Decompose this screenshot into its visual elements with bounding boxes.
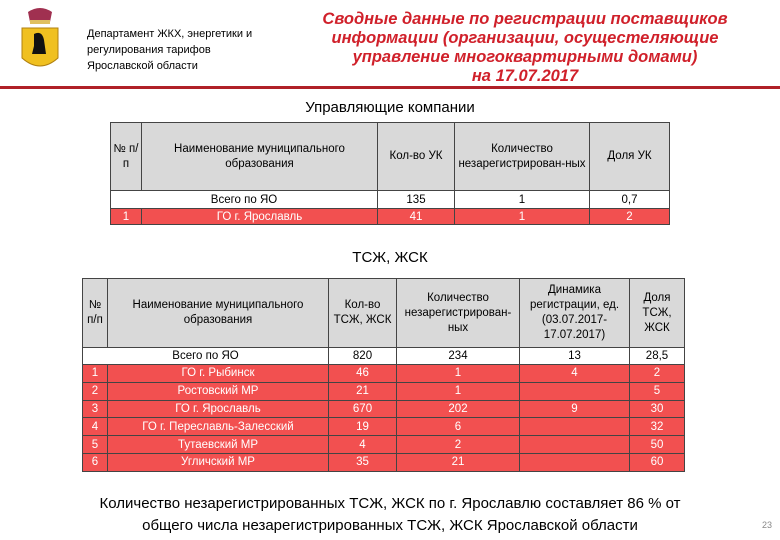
table-row [83, 436, 685, 454]
footer-line: общего числа незарегистрированных ТСЖ, ЖСК Ярославской области [142, 517, 638, 534]
col-header: Количество незарегистрирован-ных [397, 279, 520, 348]
cell [520, 453, 630, 471]
col-header: Количество незарегистрирован-ных [455, 123, 590, 191]
footer-note [40, 493, 740, 537]
cell: 3 [83, 400, 108, 418]
cell: 1 [397, 365, 520, 383]
table-row [83, 400, 685, 418]
uk-table [110, 122, 670, 225]
cell: 6 [83, 453, 108, 471]
tsj-heading: ТСЖ, ЖСК [352, 249, 428, 266]
col-header: Кол-во ТСЖ, ЖСК [329, 279, 397, 348]
cell: 1 [455, 191, 590, 209]
cell: 1 [397, 382, 520, 400]
cell: 2 [630, 365, 685, 383]
cell: 21 [397, 453, 520, 471]
cell: 50 [630, 436, 685, 454]
cell: 234 [397, 348, 520, 365]
page-number: 23 [761, 520, 772, 530]
divider [0, 86, 780, 89]
dept-line: регулирования тарифов [87, 44, 211, 56]
cell: Угличский МР [108, 453, 329, 471]
table-row-total [83, 348, 685, 365]
cell: 5 [83, 436, 108, 454]
department-name [87, 26, 277, 74]
col-header: № п/п [111, 123, 142, 191]
page-title [290, 10, 760, 86]
cell: 1 [455, 209, 590, 225]
footer-line: Количество незарегистрированных ТСЖ, ЖСК по г. Ярославлю составляет 86 % от [99, 495, 681, 512]
cell [520, 436, 630, 454]
cell: 19 [329, 418, 397, 436]
title-line: управление многоквартирными домами) [352, 48, 698, 66]
cell: Тутаевский МР [108, 436, 329, 454]
col-header: Кол-во УК [378, 123, 455, 191]
col-header: № п/п [83, 279, 108, 348]
cell: 30 [630, 400, 685, 418]
col-header: Динамика регистрации, ед. (03.07.2017-17.07.2017) [520, 279, 630, 348]
cell: 32 [630, 418, 685, 436]
cell: Всего по ЯО [83, 348, 329, 365]
table-row [111, 209, 670, 225]
cell: 35 [329, 453, 397, 471]
tsj-table [82, 278, 685, 472]
col-header: Наименование муниципального образования [142, 123, 378, 191]
cell: 1 [111, 209, 142, 225]
table-row [83, 453, 685, 471]
cell: Всего по ЯО [111, 191, 378, 209]
col-header: Доля УК [590, 123, 670, 191]
title-line: Сводные данные по регистрации поставщиков [322, 10, 728, 28]
cell: ГО г. Рыбинск [108, 365, 329, 383]
cell: 46 [329, 365, 397, 383]
cell: 6 [397, 418, 520, 436]
dept-line: Ярославской области [87, 60, 198, 72]
cell: 202 [397, 400, 520, 418]
cell: 2 [397, 436, 520, 454]
cell: ГО г. Ярославль [108, 400, 329, 418]
cell: 2 [590, 209, 670, 225]
cell: 41 [378, 209, 455, 225]
cell: Ростовский МР [108, 382, 329, 400]
col-header: Доля ТСЖ, ЖСК [630, 279, 685, 348]
table-row [83, 418, 685, 436]
table-row [83, 382, 685, 400]
cell [520, 418, 630, 436]
uk-heading: Управляющие компании [305, 99, 475, 116]
cell: 4 [83, 418, 108, 436]
dept-line: Департамент ЖКХ, энергетики и [87, 28, 253, 40]
cell: 9 [520, 400, 630, 418]
cell: 13 [520, 348, 630, 365]
col-header: Наименование муниципального образования [108, 279, 329, 348]
cell: 5 [630, 382, 685, 400]
title-line: на 17.07.2017 [471, 67, 579, 85]
cell: 2 [83, 382, 108, 400]
table-row [83, 365, 685, 383]
cell: 670 [329, 400, 397, 418]
coat-of-arms-logo [20, 6, 60, 72]
cell: ГО г. Ярославль [142, 209, 378, 225]
cell: 4 [329, 436, 397, 454]
cell: 0,7 [590, 191, 670, 209]
title-line: информации (организации, осущестеляющие [331, 29, 719, 47]
table-row-total [111, 191, 670, 209]
cell: 4 [520, 365, 630, 383]
cell: 820 [329, 348, 397, 365]
cell: ГО г. Переславль-Залесский [108, 418, 329, 436]
cell: 1 [83, 365, 108, 383]
cell: 60 [630, 453, 685, 471]
cell: 28,5 [630, 348, 685, 365]
cell: 135 [378, 191, 455, 209]
cell [520, 382, 630, 400]
cell: 21 [329, 382, 397, 400]
